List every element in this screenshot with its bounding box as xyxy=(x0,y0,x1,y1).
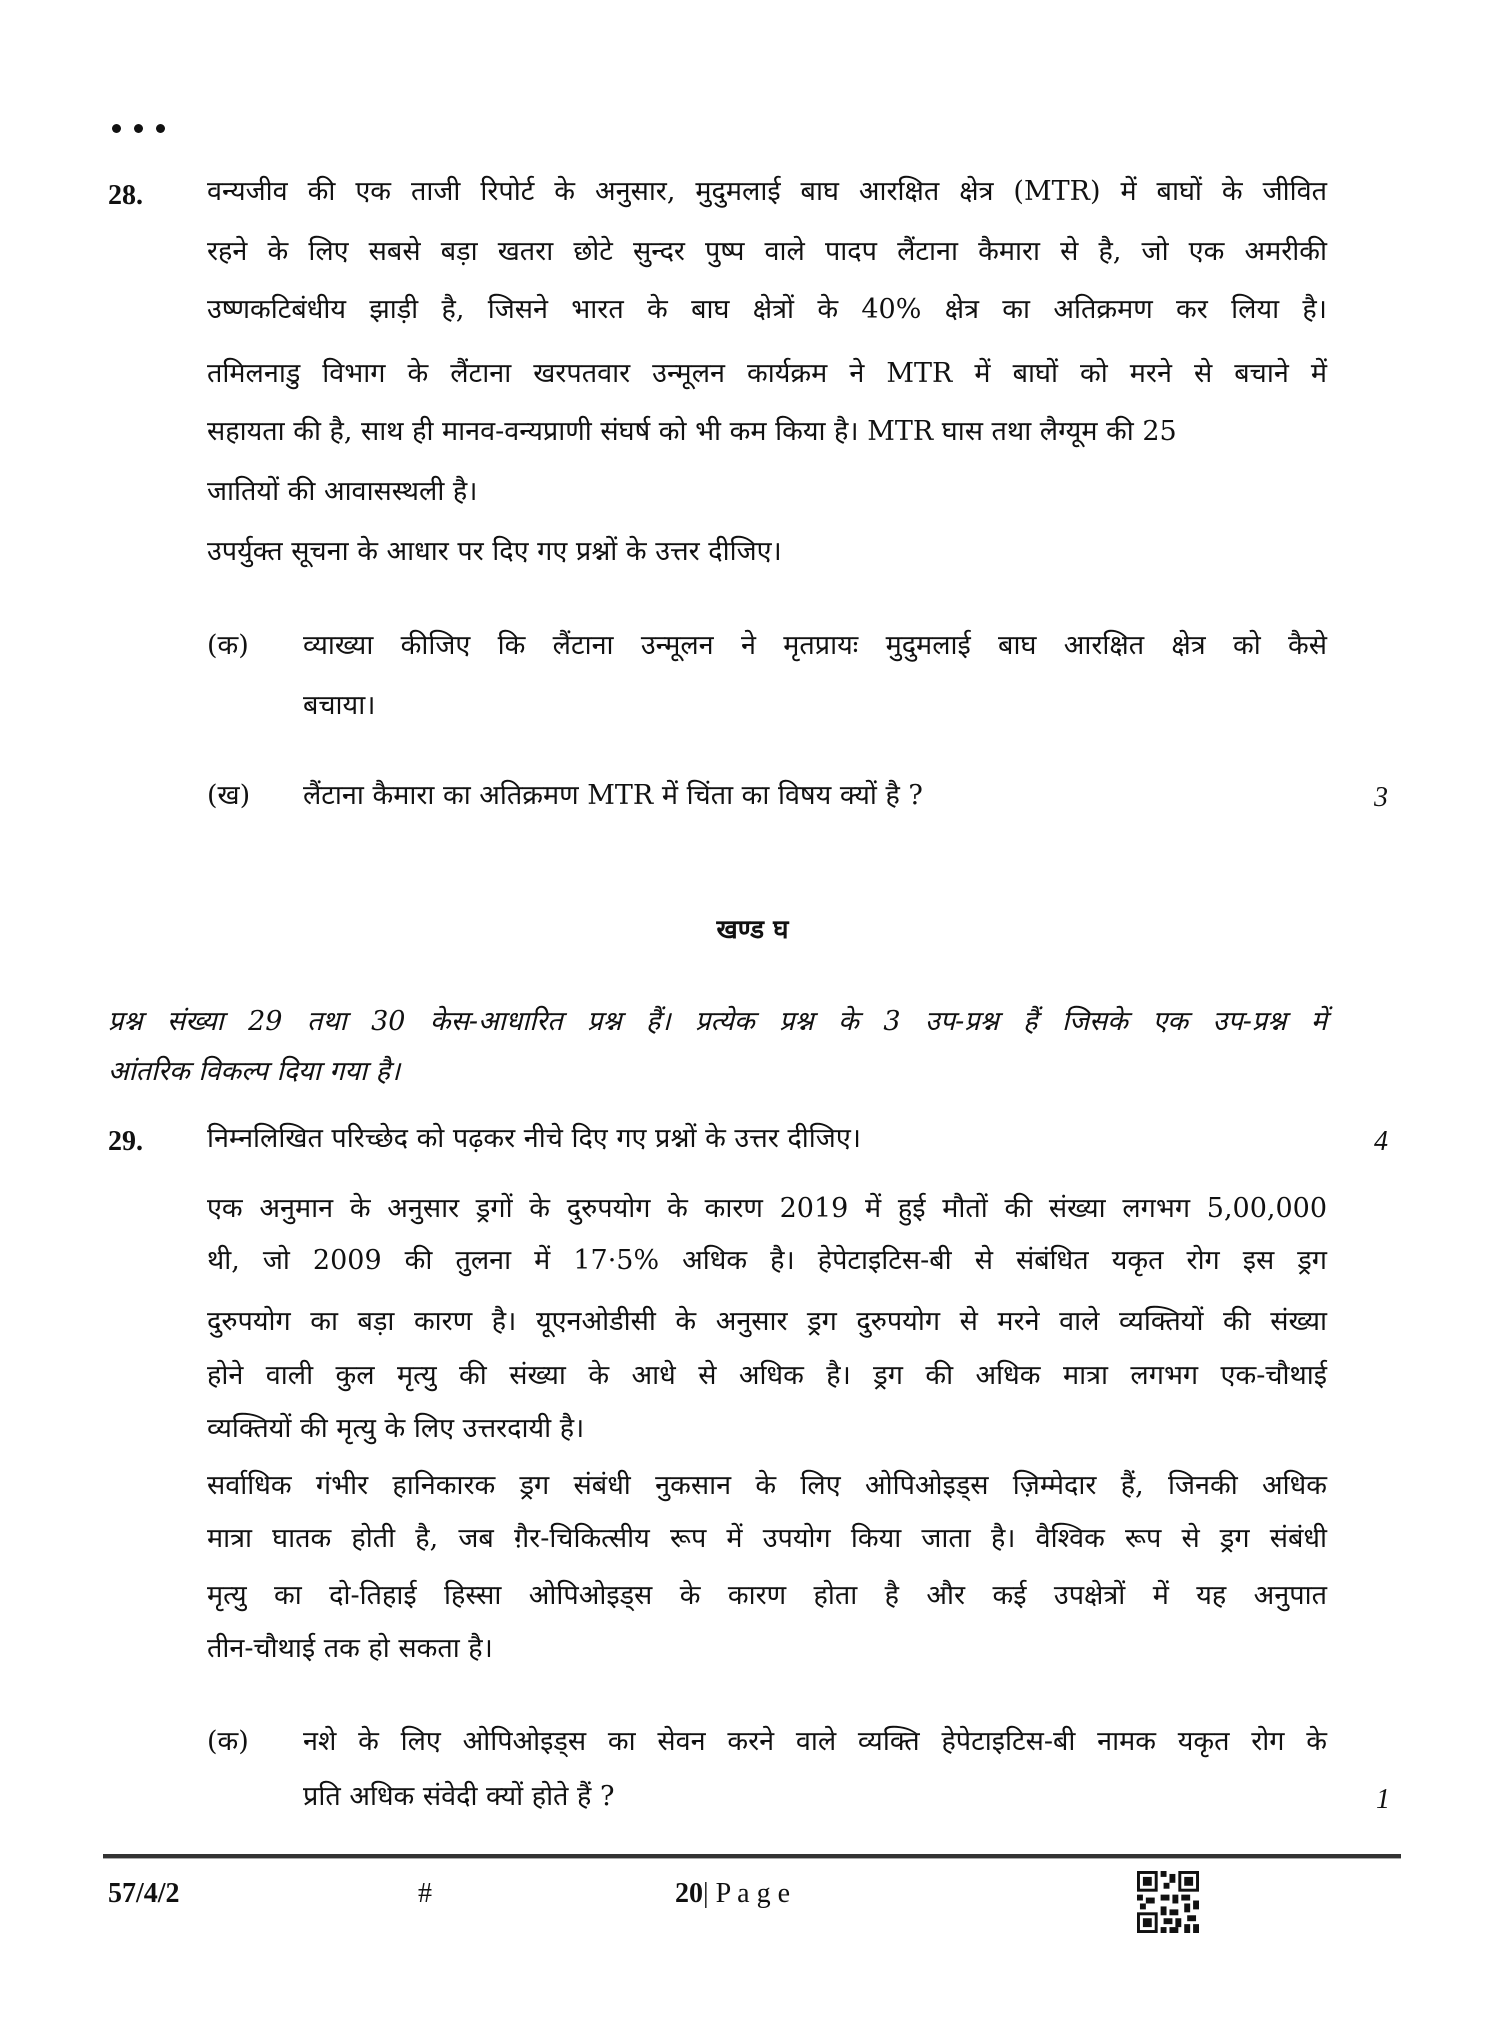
subquestion-text: बचाया। xyxy=(303,690,376,721)
page-number: 20 xyxy=(675,1878,703,1909)
marks: 4 xyxy=(1374,1126,1388,1157)
continuation-dots-icon xyxy=(112,124,165,133)
passage-line: होने वाली कुल मृत्यु की संख्या के आधे से अधिक है। ड्रग की अधिक मात्रा लगभग एक-चौथाई xyxy=(207,1360,1327,1391)
page-indicator xyxy=(675,1878,790,1910)
passage-line: सर्वाधिक गंभीर हानिकारक ड्रग संबंधी नुकसान के लिए ओपिओइड्स ज़िम्मेदार हैं, जिनकी अधिक xyxy=(207,1470,1327,1501)
q28-instruction: उपर्युक्त सूचना के आधार पर दिए गए प्रश्नों के उत्तर दीजिए। xyxy=(207,536,782,567)
page-separator: | xyxy=(703,1878,716,1909)
paper-code: 57/4/2 xyxy=(108,1878,180,1909)
section-heading xyxy=(0,917,1505,943)
subquestion-label: (क) xyxy=(207,630,249,661)
question-number: 29. xyxy=(108,1126,143,1157)
q28-line: जातियों की आवासस्थली है। xyxy=(207,476,478,507)
passage-line: व्यक्तियों की मृत्यु के लिए उत्तरदायी है। xyxy=(207,1413,585,1444)
footer-rule xyxy=(103,1854,1401,1859)
q28-line: तमिलनाडु विभाग के लैंटाना खरपतवार उन्मूलन कार्यक्रम ने MTR में बाघों को मरने से बचाने में xyxy=(207,358,1327,389)
subquestion-text: नशे के लिए ओपिओइड्स का सेवन करने वाले व्यक्ति हेपेटाइटिस-बी नामक यकृत रोग के xyxy=(303,1726,1327,1757)
question-number: 28. xyxy=(108,180,143,211)
qr-code-icon xyxy=(1137,1871,1199,1933)
subquestion-label: (ख) xyxy=(207,780,251,811)
passage-line: दुरुपयोग का बड़ा कारण है। यूएनओडीसी के अनुसार ड्रग दुरुपयोग से मरने वाले व्यक्तियों की संख्या xyxy=(207,1306,1327,1337)
subquestion-text: प्रति अधिक संवेदी क्यों होते हैं ? xyxy=(303,1781,615,1812)
passage-line: थी, जो 2009 की तुलना में 17·5% अधिक है। हेपेटाइटिस-बी से संबंधित यकृत रोग इस ड्रग xyxy=(207,1245,1327,1276)
q28-line: वन्यजीव की एक ताजी रिपोर्ट के अनुसार, मुदुमलाई बाघ आरक्षित क्षेत्र (MTR) में बाघों के जीवित xyxy=(207,176,1327,207)
q28-line: उष्णकटिबंधीय झाड़ी है, जिसने भारत के बाघ क्षेत्रों के 40% क्षेत्र का अतिक्रमण कर लिया है। xyxy=(207,294,1327,325)
section-instruction: प्रश्न संख्या 29 तथा 30 केस-आधारित प्रश्न हैं। प्रत्येक प्रश्न के 3 उप-प्रश्न हैं जिसके एक उप-प्रश्न में xyxy=(108,1006,1327,1037)
subquestion-text: लैंटाना कैमारा का अतिक्रमण MTR में चिंता का विषय क्यों है ? xyxy=(303,780,923,811)
hash-mark: # xyxy=(418,1878,432,1909)
subquestion-label: (क) xyxy=(207,1726,249,1757)
page-label: P a g e xyxy=(715,1878,790,1909)
subquestion-text: व्याख्या कीजिए कि लैंटाना उन्मूलन ने मृतप्रायः मुदुमलाई बाघ आरक्षित क्षेत्र को कैसे xyxy=(303,630,1327,661)
q28-line: रहने के लिए सबसे बड़ा खतरा छोटे सुन्दर पुष्प वाले पादप लैंटाना कैमारा से है, जो एक अमरीकी xyxy=(207,236,1327,267)
q29-prompt: निम्नलिखित परिच्छेद को पढ़कर नीचे दिए गए प्रश्नों के उत्तर दीजिए। xyxy=(207,1123,861,1154)
marks: 3 xyxy=(1374,782,1388,813)
passage-line: मृत्यु का दो-तिहाई हिस्सा ओपिओइड्स के कारण होता है और कई उपक्षेत्रों में यह अनुपात xyxy=(207,1580,1327,1611)
passage-line: तीन-चौथाई तक हो सकता है। xyxy=(207,1633,493,1664)
section-instruction: आंतरिक विकल्प दिया गया है। xyxy=(108,1056,401,1087)
passage-line: मात्रा घातक होती है, जब ग़ैर-चिकित्सीय रूप में उपयोग किया जाता है। वैश्विक रूप से ड्रग संबंधी xyxy=(207,1523,1327,1554)
q28-line: सहायता की है, साथ ही मानव-वन्यप्राणी संघर्ष को भी कम किया है। MTR घास तथा लैग्यूम की 25 xyxy=(207,416,1177,447)
marks: 1 xyxy=(1376,1784,1390,1815)
section-title: खण्ड घ xyxy=(716,915,789,945)
passage-line: एक अनुमान के अनुसार ड्रगों के दुरुपयोग के कारण 2019 में हुई मौतों की संख्या लगभग 5,00,000 xyxy=(207,1193,1327,1224)
